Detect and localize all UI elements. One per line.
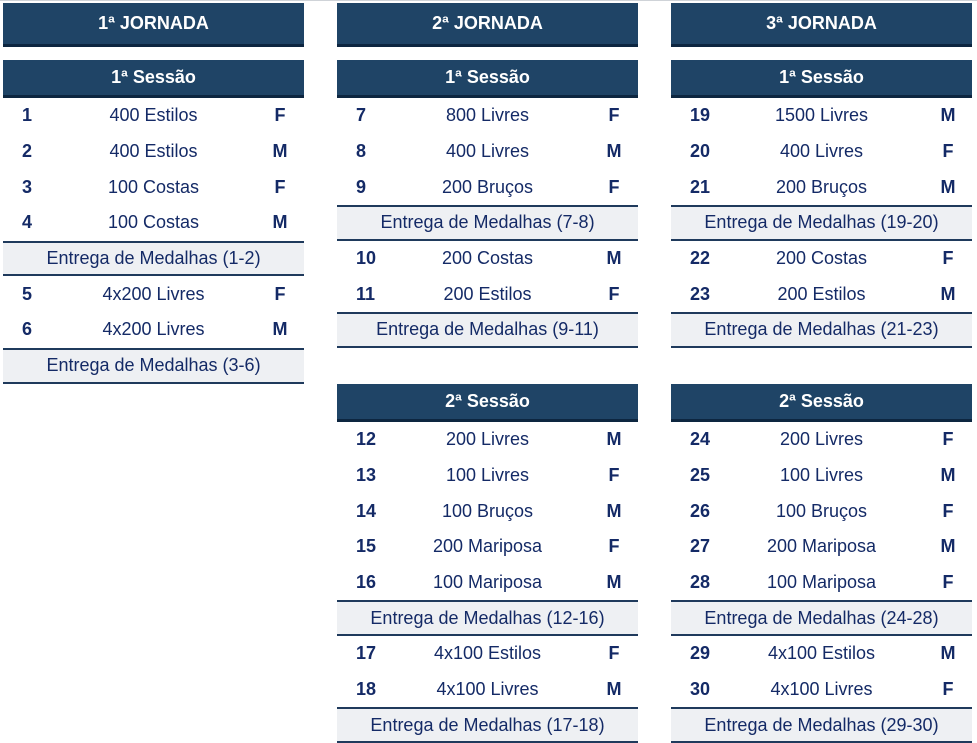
event-number: 14 bbox=[356, 500, 377, 521]
event-number: 29 bbox=[690, 643, 711, 664]
event-name: 200 Bruços bbox=[441, 176, 534, 197]
event-row bbox=[337, 458, 638, 494]
event-row bbox=[3, 169, 304, 205]
event-name: 200 Costas bbox=[441, 248, 534, 269]
medal-ceremony-row: Entrega de Medalhas (1-2) bbox=[3, 241, 304, 277]
event-number: 17 bbox=[356, 643, 377, 664]
event-gender: F bbox=[608, 464, 620, 485]
event-row bbox=[671, 493, 972, 529]
event-number: 10 bbox=[356, 248, 377, 269]
event-number: 1 bbox=[22, 105, 33, 126]
event-name: 4x100 Livres bbox=[770, 678, 873, 699]
event-row bbox=[337, 276, 638, 312]
event-number: 19 bbox=[690, 105, 711, 126]
event-name: 400 Livres bbox=[779, 141, 864, 162]
event-row bbox=[671, 672, 972, 708]
event-number: 9 bbox=[356, 176, 367, 197]
event-number: 23 bbox=[690, 283, 711, 304]
event-row bbox=[337, 529, 638, 565]
event-gender: M bbox=[606, 678, 622, 699]
event-number: 7 bbox=[356, 105, 367, 126]
medal-ceremony-row: Entrega de Medalhas (24-28) bbox=[671, 600, 972, 636]
session-title: 1ª Sessão bbox=[671, 60, 972, 98]
event-gender: M bbox=[606, 429, 622, 450]
event-gender: M bbox=[272, 141, 288, 162]
event-row bbox=[337, 636, 638, 672]
event-name: 100 Costas bbox=[107, 176, 200, 197]
event-gender: F bbox=[942, 248, 954, 269]
event-row bbox=[671, 169, 972, 205]
event-row bbox=[671, 636, 972, 672]
jornada-title: 1ª JORNADA bbox=[3, 3, 304, 47]
event-gender: M bbox=[940, 283, 956, 304]
event-name: 200 Mariposa bbox=[766, 536, 877, 557]
event-gender: F bbox=[608, 283, 620, 304]
event-name: 200 Livres bbox=[445, 429, 530, 450]
event-number: 3 bbox=[22, 176, 33, 197]
medal-ceremony-row: Entrega de Medalhas (12-16) bbox=[337, 600, 638, 636]
session-title: 1ª Sessão bbox=[337, 60, 638, 98]
event-name: 200 Estilos bbox=[443, 283, 532, 304]
event-number: 8 bbox=[356, 141, 367, 162]
medal-ceremony-row: Entrega de Medalhas (21-23) bbox=[671, 312, 972, 348]
event-row bbox=[3, 98, 304, 134]
event-name: 1500 Livres bbox=[774, 105, 869, 126]
event-row bbox=[337, 565, 638, 601]
event-gender: F bbox=[608, 643, 620, 664]
event-row bbox=[671, 98, 972, 134]
jornada-column bbox=[337, 3, 638, 743]
top-border-line bbox=[0, 0, 977, 1]
event-number: 16 bbox=[356, 571, 377, 592]
event-name: 4x200 Livres bbox=[102, 319, 205, 340]
event-gender: M bbox=[940, 536, 956, 557]
event-name: 200 Livres bbox=[779, 429, 864, 450]
event-gender: M bbox=[940, 176, 956, 197]
event-name: 400 Estilos bbox=[109, 105, 198, 126]
event-number: 26 bbox=[690, 500, 711, 521]
event-gender: F bbox=[942, 571, 954, 592]
event-number: 20 bbox=[690, 141, 711, 162]
event-row bbox=[337, 169, 638, 205]
event-gender: F bbox=[608, 176, 620, 197]
jornada-title: 2ª JORNADA bbox=[337, 3, 638, 47]
event-number: 18 bbox=[356, 678, 377, 699]
event-name: 100 Mariposa bbox=[432, 571, 543, 592]
jornada-column bbox=[671, 3, 972, 743]
event-number: 24 bbox=[690, 429, 711, 450]
event-name: 200 Mariposa bbox=[432, 536, 543, 557]
event-row bbox=[671, 422, 972, 458]
session-title: 2ª Sessão bbox=[337, 384, 638, 422]
event-gender: F bbox=[274, 283, 286, 304]
event-gender: F bbox=[942, 500, 954, 521]
medal-ceremony-row: Entrega de Medalhas (9-11) bbox=[337, 312, 638, 348]
event-number: 30 bbox=[690, 678, 711, 699]
event-number: 12 bbox=[356, 429, 377, 450]
event-name: 200 Estilos bbox=[777, 283, 866, 304]
event-gender: M bbox=[606, 500, 622, 521]
event-row bbox=[337, 493, 638, 529]
event-name: 200 Costas bbox=[775, 248, 868, 269]
event-number: 25 bbox=[690, 464, 711, 485]
event-name: 100 Mariposa bbox=[766, 571, 877, 592]
session-gap bbox=[337, 348, 638, 384]
event-name: 800 Livres bbox=[445, 105, 530, 126]
event-row bbox=[671, 276, 972, 312]
jornada-title: 3ª JORNADA bbox=[671, 3, 972, 47]
event-row bbox=[337, 241, 638, 277]
medal-ceremony-row: Entrega de Medalhas (7-8) bbox=[337, 205, 638, 241]
event-gender: M bbox=[940, 643, 956, 664]
event-gender: M bbox=[606, 248, 622, 269]
event-number: 13 bbox=[356, 464, 377, 485]
event-number: 27 bbox=[690, 536, 711, 557]
event-name: 100 Costas bbox=[107, 212, 200, 233]
event-gender: M bbox=[606, 571, 622, 592]
event-row bbox=[337, 672, 638, 708]
event-number: 28 bbox=[690, 571, 711, 592]
event-name: 4x100 Livres bbox=[436, 678, 539, 699]
event-gender: F bbox=[608, 105, 620, 126]
event-name: 200 Bruços bbox=[775, 176, 868, 197]
session-gap bbox=[671, 348, 972, 384]
event-row bbox=[671, 458, 972, 494]
event-gender: F bbox=[942, 141, 954, 162]
event-name: 4x100 Estilos bbox=[767, 643, 876, 664]
medal-ceremony-row: Entrega de Medalhas (29-30) bbox=[671, 707, 972, 743]
medal-ceremony-row: Entrega de Medalhas (17-18) bbox=[337, 707, 638, 743]
event-row bbox=[3, 134, 304, 170]
event-number: 21 bbox=[690, 176, 711, 197]
event-gender: F bbox=[942, 678, 954, 699]
jornada-column bbox=[3, 3, 304, 384]
event-gender: M bbox=[606, 141, 622, 162]
medal-ceremony-row: Entrega de Medalhas (3-6) bbox=[3, 348, 304, 384]
event-row bbox=[671, 241, 972, 277]
event-row bbox=[671, 529, 972, 565]
event-row bbox=[671, 134, 972, 170]
event-gender: M bbox=[272, 212, 288, 233]
event-name: 4x200 Livres bbox=[102, 283, 205, 304]
event-row bbox=[3, 312, 304, 348]
event-name: 100 Livres bbox=[445, 464, 530, 485]
event-gender: M bbox=[940, 105, 956, 126]
event-row bbox=[337, 98, 638, 134]
event-number: 15 bbox=[356, 536, 377, 557]
event-gender: F bbox=[274, 176, 286, 197]
event-number: 2 bbox=[22, 141, 33, 162]
event-number: 4 bbox=[22, 212, 33, 233]
event-name: 100 Livres bbox=[779, 464, 864, 485]
event-name: 100 Bruços bbox=[775, 500, 868, 521]
event-number: 11 bbox=[356, 283, 376, 304]
session-title: 2ª Sessão bbox=[671, 384, 972, 422]
event-name: 400 Estilos bbox=[109, 141, 198, 162]
event-row bbox=[337, 422, 638, 458]
event-row bbox=[671, 565, 972, 601]
event-number: 22 bbox=[690, 248, 711, 269]
medal-ceremony-row: Entrega de Medalhas (19-20) bbox=[671, 205, 972, 241]
event-gender: M bbox=[272, 319, 288, 340]
event-gender: F bbox=[608, 536, 620, 557]
event-number: 5 bbox=[22, 283, 33, 304]
event-number: 6 bbox=[22, 319, 33, 340]
event-name: 100 Bruços bbox=[441, 500, 534, 521]
event-name: 400 Livres bbox=[445, 141, 530, 162]
session-title: 1ª Sessão bbox=[3, 60, 304, 98]
event-name: 4x100 Estilos bbox=[433, 643, 542, 664]
event-gender: M bbox=[940, 464, 956, 485]
event-gender: F bbox=[274, 105, 286, 126]
event-row bbox=[3, 276, 304, 312]
event-row bbox=[3, 205, 304, 241]
event-row bbox=[337, 134, 638, 170]
event-gender: F bbox=[942, 429, 954, 450]
